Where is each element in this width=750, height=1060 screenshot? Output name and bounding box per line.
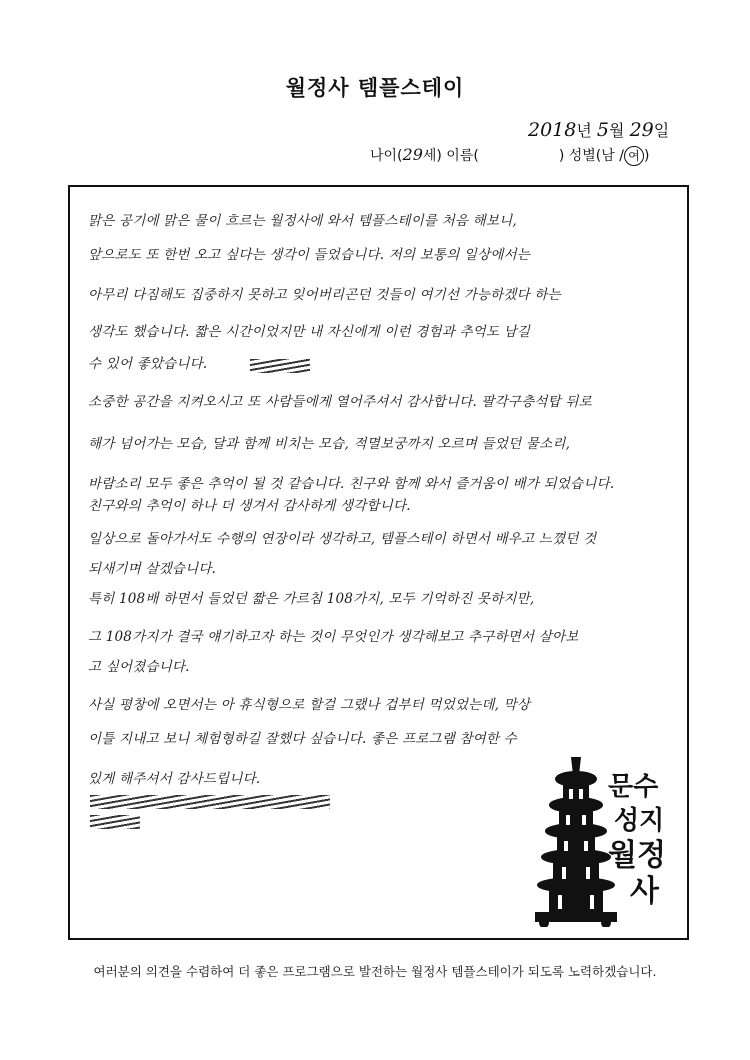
comment-line: 생각도 했습니다. 짧은 시간이었지만 내 자신에게 이런 경험과 추억도 남길: [88, 324, 531, 340]
comment-line: 소중한 공간을 지켜오시고 또 사람들에게 열어주셔서 감사합니다. 팔각구층석탑 뒤로: [88, 394, 592, 410]
seal-text-line1: 문수: [608, 772, 659, 802]
crossed-out-scribble: [250, 359, 310, 373]
seal-text-line3: 월정: [608, 838, 666, 873]
date-month: 5: [596, 119, 610, 141]
temple-seal-stamp: [522, 757, 682, 927]
comment-line: 수 있어 좋았습니다.: [88, 356, 208, 372]
gender-label: ) 성별(남 /: [558, 148, 624, 164]
comment-line: 특히 108배 하면서 들었던 짧은 가르침 108가지, 모두 기억하진 못하지만,: [88, 591, 535, 607]
name-label: 세) 이름(: [422, 148, 479, 164]
day-label: 일: [653, 121, 670, 140]
crossed-out-scribble: [90, 815, 140, 829]
comment-line: 되새기며 살겠습니다.: [88, 561, 217, 577]
form-title: 월정사 템플스테이: [285, 76, 465, 100]
comment-line: 해가 넘어가는 모습, 달과 함께 비치는 모습, 적멸보궁까지 오르며 들었던 물소리,: [88, 436, 571, 452]
month-label: 월: [609, 121, 625, 140]
gender-selected-circle: 여: [624, 146, 644, 166]
year-label: 년: [576, 121, 592, 140]
date-day: 29: [629, 119, 654, 141]
date-year: 2018: [528, 119, 577, 141]
comment-line: 바람소리 모두 좋은 추억이 될 것 같습니다. 친구와 함께 와서 즐거움이 배가 되었습니다.: [88, 476, 615, 492]
comment-line: 친구와의 추억이 하나 더 생겨서 감사하게 생각합니다.: [88, 498, 411, 514]
age-label: 나이(: [370, 148, 403, 164]
age-value: 29: [402, 145, 423, 164]
footer-note: 여러분의 의견을 수렴하여 더 좋은 프로그램으로 발전하는 월정사 템플스테이가 되도록 노력하겠습니다.: [93, 964, 657, 979]
comment-line: 맑은 공기에 맑은 물이 흐르는 월정사에 와서 템플스테이를 처음 해보니,: [88, 213, 517, 229]
comment-line: 일상으로 돌아가서도 수행의 연장이라 생각하고, 템플스테이 하면서 배우고 느꼈던 것: [88, 531, 597, 547]
comment-line: 이틀 지내고 보니 체험형하길 잘했다 싶습니다. 좋은 프로그램 참여한 수: [88, 731, 517, 747]
comment-line: 아무리 다짐해도 집중하지 못하고 잊어버리곤던 것들이 여기선 가능하겠다 하는: [88, 287, 561, 303]
gender-close: ): [643, 148, 650, 164]
seal-text-line2: 성지: [614, 806, 665, 836]
seal-text-line4: 사: [630, 874, 659, 909]
personal-info-line: [370, 145, 649, 166]
comment-line: 그 108가지가 결국 얘기하고자 하는 것이 무엇인가 생각해보고 추구하면서 살아보: [88, 629, 579, 645]
comment-line: 사실 평창에 오면서는 아 휴식형으로 할걸 그랬나 겁부터 먹었었는데, 막상: [88, 697, 531, 713]
date-line: [528, 118, 669, 141]
comment-line: 있게 해주셔서 감사드립니다.: [88, 771, 261, 787]
comment-line: 고 싶어졌습니다.: [88, 659, 190, 675]
comment-line: 앞으로도 또 한번 오고 싶다는 생각이 들었습니다. 저의 보통의 일상에서는: [88, 247, 531, 263]
crossed-out-scribble: [90, 795, 330, 809]
